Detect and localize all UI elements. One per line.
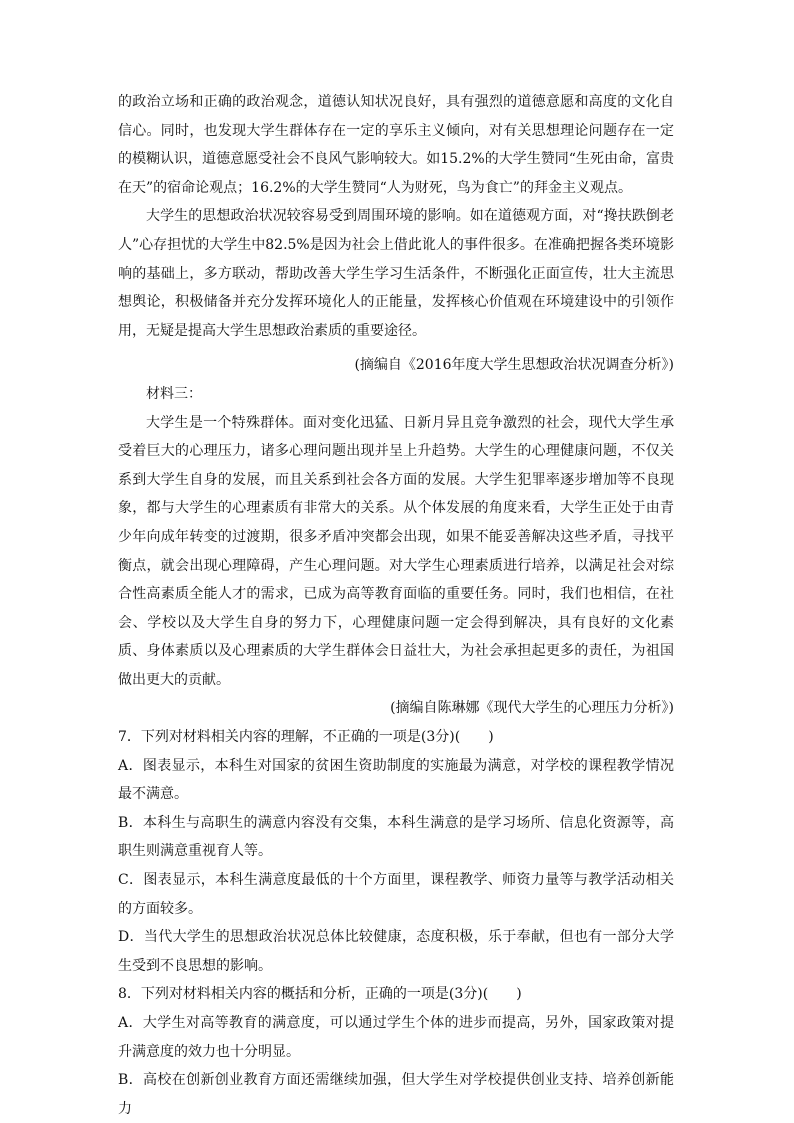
question-8-option-a: A．大学生对高等教育的满意度，可以通过学生个体的进步而提高，另外，国家政策对提升满意度的效力也十分明显。 <box>118 1015 674 1060</box>
question-7-option-b: B．本科生与高职生的满意内容没有交集，本科生满意的是学习场所、信息化资源等，高职生则满意重视育人等。 <box>118 814 674 860</box>
question-7-option-a: A．图表显示，本科生对国家的贫困生资助制度的实施最为满意，对学校的课程教学情况最不满意。 <box>118 757 674 803</box>
question-8-stem: 8．下列对材料相关内容的概括和分析，正确的一项是(3分)( ) <box>118 986 522 1003</box>
paragraph-material-three: 大学生是一个特殊群体。面对变化迅猛、日新月异且竞争激烈的社会，现代大学生承受着巨大的心理压力，诸多心理问题出现并呈上升趋势。大学生的心理健康问题，不仅关系到大学生自身的发展，而且关系到社会各方面的发展。大学生犯罪率逐步增加等不良现象，都与大学生的心理素质有非常大的关系。从个体发展的角度来看，大学生正处于由青少年向成年转变的过渡期，很多矛盾冲突都会出现，如果不能妥善解决这些矛盾，寻找平衡点，就会出现心理障碍，产生心理问题。对大学生心理素质进行培养，以满足社会对综合性高素质全能人才的需求，已成为高等教育面临的重要任务。同时，我们也相信，在社会、学校以及大学生自身的努力下，心理健康问题一定会得到解决，具有良好的文化素质、身体素质以及心理素质的大学生群体会日益壮大，为社会承担起更多的责任，为祖国做出更大的贡献。 <box>118 414 674 688</box>
question-7-option-d: D．当代大学生的思想政治状况总体比较健康，态度积极，乐于奉献，但也有一部分大学生受到不良思想的影响。 <box>118 929 674 974</box>
question-8-option-b: B．高校在创新创业教育方面还需继续加强，但大学生对学校提供创业支持、培养创新能力 <box>118 1072 674 1117</box>
source-citation-chen-linna: (摘编自陈琳娜《现代大学生的心理压力分析》) <box>390 700 674 717</box>
question-7-stem: 7．下列对材料相关内容的理解，不正确的一项是(3分)( ) <box>118 729 494 746</box>
material-three-heading: 材料三： <box>146 385 202 402</box>
paragraph-continuation: 的政治立场和正确的政治观念，道德认知状况良好，具有强烈的道德意愿和高度的文化自信心。同时，也发现大学生群体存在一定的享乐主义倾向，对有关思想理论问题存在一定的模糊认识，道德意愿受社会不良风气影响较大。如15.2%的大学生赞同“生死由命，富贵在天”的宿命论观点；16.2%的大学生赞同“人为财死，鸟为食亡”的拜金主义观点。 <box>118 94 674 196</box>
question-7-option-c: C．图表显示，本科生满意度最低的十个方面里，课程教学、师资力量等与教学活动相关的方面较多。 <box>118 872 674 917</box>
paragraph-environment: 大学生的思想政治状况较容易受到周围环境的影响。如在道德观方面，对“搀扶跌倒老人”心存担忧的大学生中82.5%是因为社会上借此讹人的事件很多。在准确把握各类环境影响的基础上，多方联动，帮助改善大学生学习生活条件，不断强化正面宣传，壮大主流思想舆论，积极储备并充分发挥环境化人的正能量，发挥核心价值观在环境建设中的引领作用，无疑是提高大学生思想政治素质的重要途径。 <box>118 208 674 339</box>
document-page <box>118 88 674 1123</box>
source-citation-2016-survey: (摘编自《2016年度大学生思想政治状况调查分析》) <box>354 357 674 374</box>
